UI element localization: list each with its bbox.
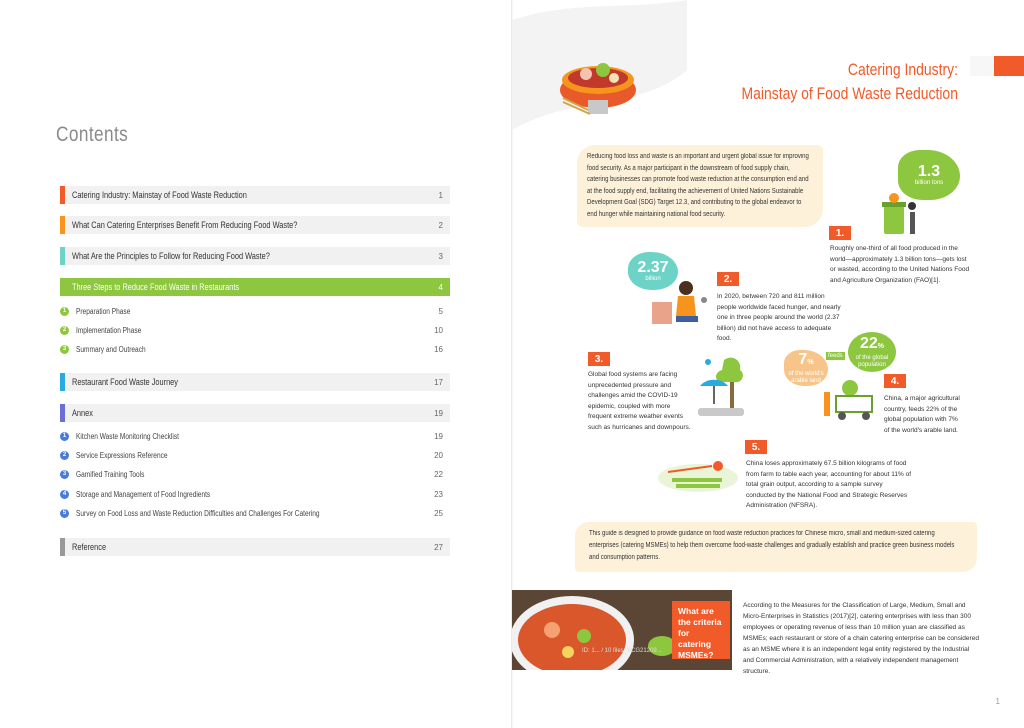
storm-illustration (694, 352, 750, 418)
contents-title: Contents (56, 123, 129, 146)
stat-2-value: 2.37 (637, 258, 669, 276)
food-waste-illustration (652, 448, 744, 498)
harvest-illustration (818, 378, 884, 424)
stat-4-text: China, a major agricultural country, feeds 22% of the global population with 7% of the world's arable land. (884, 395, 960, 434)
toc-page-number: 23 (434, 489, 443, 499)
toc-section-marker (60, 216, 65, 234)
stat-4-pct-7: % (807, 358, 814, 366)
toc-section[interactable] (60, 216, 450, 234)
stat-2-number: 2. (717, 272, 739, 286)
toc-page-number: 4 (438, 282, 443, 292)
hungry-person-illustration (650, 272, 712, 328)
toc-label: Implementation Phase (76, 325, 142, 335)
stat-4-value-22: 22 (859, 334, 878, 352)
toc-subsection[interactable] (60, 324, 450, 336)
toc-page-number: 5 (438, 306, 443, 316)
toc-subsection[interactable] (60, 488, 450, 500)
stat-5-text: China loses approximately 67.5 billion kilograms of food from farm to table each year, accounting for about 11% of total grain output, according to a sample survey conducted by the National Food and Strategic Reserves Administration (NFSRA). (746, 460, 912, 509)
section-title-line1: Catering Industry: (847, 60, 958, 79)
section-title (694, 58, 958, 106)
toc-section[interactable] (60, 538, 450, 556)
toc-page-number: 2 (438, 220, 443, 230)
toc-section[interactable] (60, 278, 450, 296)
toc-subsection-number: 2 (60, 326, 69, 335)
stat-2-text: In 2020, between 720 and 811 million people worldwide faced hunger, and nearly one in three people around the world (2.37 billion) did not have access to adequate food. (717, 293, 841, 342)
toc-subsection[interactable] (60, 507, 450, 519)
stat-4-label-22: of the global population (855, 354, 889, 368)
stat-3-text: Global food systems are facing unprecedented pressure and challenges amid the COVID-19 epidemic, coupled with more frequent extreme weather events such as hurricanes and downpours. (588, 371, 691, 431)
toc-label: What Can Catering Enterprises Benefit From Reducing Food Waste? (72, 220, 298, 230)
stat-2-unit: billion (645, 275, 661, 282)
toc-page-number: 22 (434, 469, 443, 479)
toc-page-number: 20 (434, 450, 443, 460)
stat-1-value: 1.3 (917, 162, 941, 180)
toc-label: Gamified Training Tools (76, 469, 145, 479)
toc-page-number: 10 (434, 325, 443, 335)
toc-page-number: 19 (434, 431, 443, 441)
toc-label: Annex (72, 408, 93, 418)
stat-1-text: Roughly one-third of all food produced in the world—approximately 1.3 billion tons—gets lost or wasted, according to the United Nations Food and Agriculture Organization (FAO)[1]. (830, 245, 970, 284)
toc-subsection-number: 3 (60, 470, 69, 479)
toc-subsection-number: 1 (60, 307, 69, 316)
toc-label: Catering Industry: Mainstay of Food Waste Reduction (72, 190, 247, 200)
hotpot-illustration (548, 40, 648, 120)
toc-section[interactable] (60, 373, 450, 391)
toc-subsection-number: 5 (60, 509, 69, 518)
toc-section-marker (60, 186, 65, 204)
toc-subsection-number: 2 (60, 451, 69, 460)
toc-label: Service Expressions Reference (76, 450, 168, 460)
toc-subsection[interactable] (60, 449, 450, 461)
toc-section[interactable] (60, 186, 450, 204)
section-tab (970, 56, 1024, 76)
toc-subsection[interactable] (60, 305, 450, 317)
toc-subsection[interactable] (60, 468, 450, 480)
guide-text: This guide is designed to provide guidance on food waste reduction practices for Chinese micro, small and medium-sized catering enterprises (catering MSMEs) to help them overcome food-waste challenges and gradually establish and practice green business models and consumption patterns. (589, 530, 955, 561)
toc-label: What Are the Principles to Follow for Reducing Food Waste? (72, 251, 270, 261)
stat-4-bubble-22 (848, 332, 896, 372)
toc-page-number: 17 (434, 377, 443, 387)
toc-section-marker (60, 404, 65, 422)
stat-4-value-7: 7 (798, 350, 808, 368)
page-number: 1 (995, 697, 1000, 706)
photo-credit: ID: 1... / 10 files_VCG21209... (582, 648, 662, 654)
toc-subsection-number: 4 (60, 490, 69, 499)
toc-subsection-number: 1 (60, 432, 69, 441)
toc-page-number: 19 (434, 408, 443, 418)
toc-subsection[interactable] (60, 343, 450, 355)
toc-page-number: 25 (434, 508, 443, 518)
waste-bin-illustration (868, 192, 928, 240)
msme-caption: What are the criteria for catering MSMEs? (672, 601, 730, 659)
stat-4-label-7: of the world's arable land (788, 370, 824, 384)
intro-box (577, 145, 823, 227)
toc-label: Survey on Food Loss and Waste Reduction Difficulties and Challenges For Catering (76, 508, 320, 518)
toc-subsection[interactable] (60, 430, 450, 442)
section-title-line2: Mainstay of Food Waste Reduction (741, 84, 958, 103)
toc-label: Reference (72, 542, 107, 552)
toc-section-marker (60, 538, 65, 556)
toc-label: Kitchen Waste Monitoring Checklist (76, 431, 179, 441)
stat-4-number: 4. (884, 374, 906, 388)
toc-label: Restaurant Food Waste Journey (72, 377, 178, 387)
stat-4-feeds: feeds (828, 353, 843, 359)
toc-page-number: 27 (434, 542, 443, 552)
toc-page-number: 1 (438, 190, 443, 200)
stat-1-number: 1. (829, 226, 851, 240)
guide-box (575, 522, 977, 572)
toc-label: Preparation Phase (76, 306, 131, 316)
toc-label: Summary and Outreach (76, 344, 146, 354)
toc-subsection-number: 3 (60, 345, 69, 354)
toc-page-number: 3 (438, 251, 443, 261)
stat-5-number: 5. (745, 440, 767, 454)
toc-label: Storage and Management of Food Ingredients (76, 489, 211, 499)
stat-1-unit: billion tons (914, 179, 944, 186)
intro-text: Reducing food loss and waste is an important and urgent global issue for improving food security. As a major participant in the downstream of food supply chain, catering businesses can promote food waste reduction at the consumption end and at the food supply end, facilitating the achievement of United Nations Sustainable Development Goal (SDG) Target 12.3, and contributing to the global endeavor to end hunger while maintaining national food security. (587, 153, 809, 218)
toc-section-marker (60, 373, 65, 391)
toc-section-marker (60, 247, 65, 265)
toc-label: Three Steps to Reduce Food Waste in Restaurants (72, 282, 240, 292)
toc-page-number: 16 (434, 344, 443, 354)
stat-4-pct-22: % (877, 342, 885, 350)
toc-section[interactable] (60, 247, 450, 265)
toc-section-marker (60, 278, 65, 296)
toc-section[interactable] (60, 404, 450, 422)
stat-3-number: 3. (588, 352, 610, 366)
msme-text: According to the Measures for the Classification of Large, Medium, Small and Micro-Enterprises in Statistics (2017)[2], catering enterprises with less than 300 employees or operating revenue of less than 10 million yuan are classified as MSMEs; each restaurant or store of a chain catering enterprise can be considered as an MSME where it is an independent legal entity registered by the Industrial and Commercial Administration, with a relatively independent management structure. (743, 602, 979, 675)
